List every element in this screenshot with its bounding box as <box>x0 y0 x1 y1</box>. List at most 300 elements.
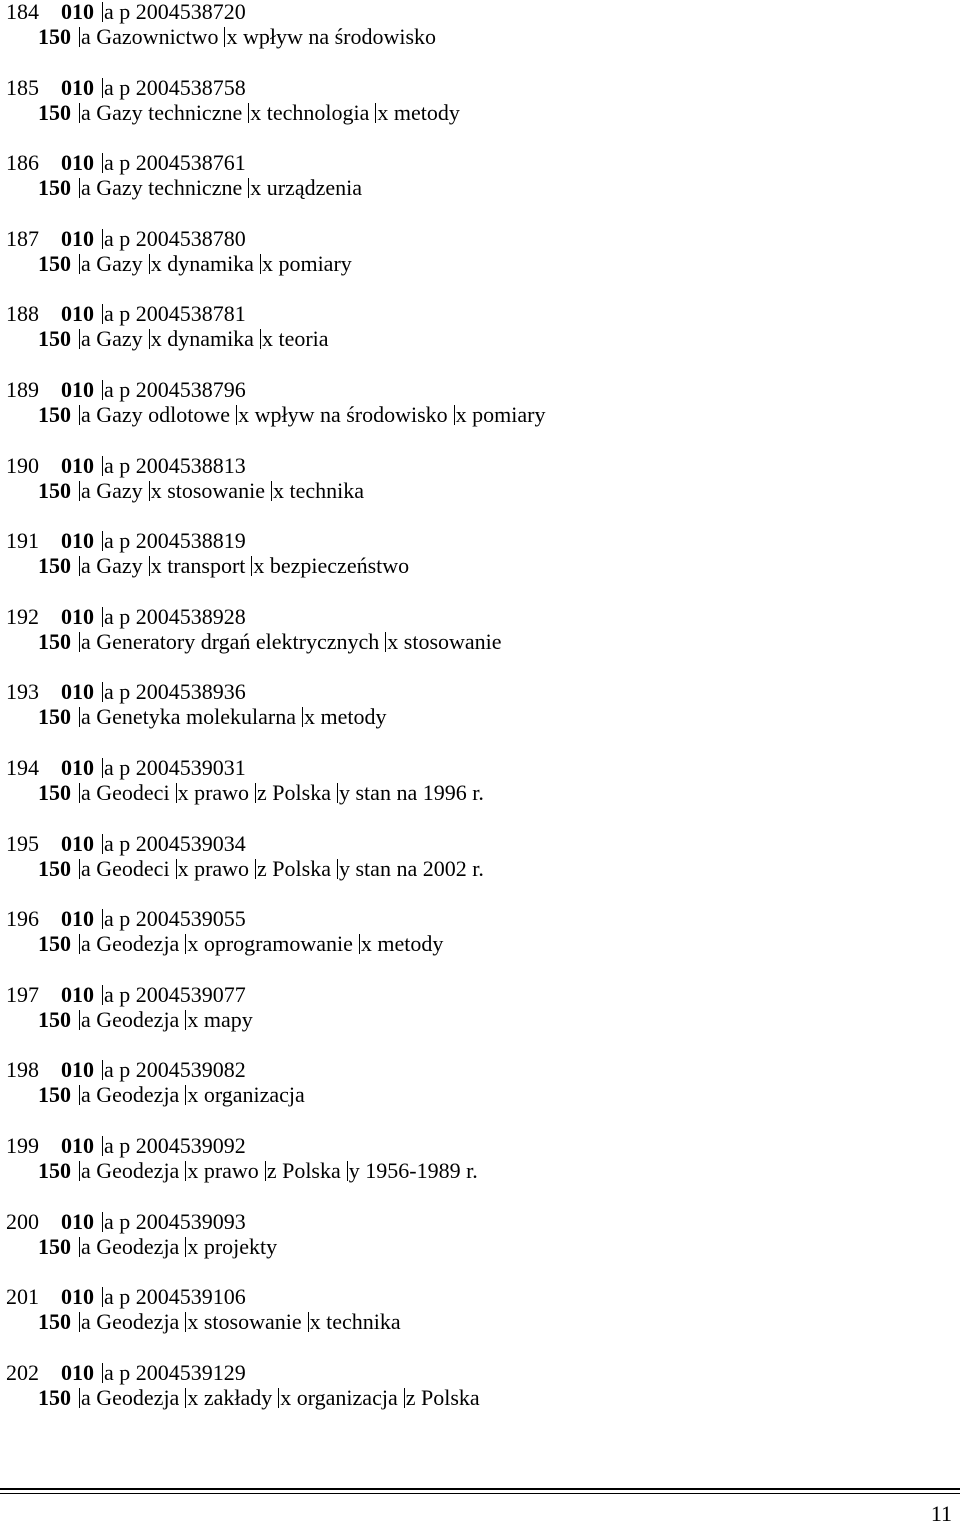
record-heading-line <box>38 174 362 201</box>
subfield <box>337 780 484 805</box>
subfield-text: a Geodezja <box>81 1157 180 1183</box>
subfield-delimiter <box>347 1161 348 1181</box>
subfield <box>79 100 242 125</box>
record-entry <box>6 1283 946 1359</box>
field-tag: 150 <box>38 250 71 276</box>
record-number: 191 <box>6 528 39 554</box>
subfield-text: x mapy <box>187 1006 253 1032</box>
subfield-text: a p 2004539106 <box>104 1284 246 1310</box>
record-heading-line <box>38 628 502 655</box>
record-entry <box>6 1132 946 1208</box>
subfield-text: x metody <box>304 704 387 730</box>
field-tag: 150 <box>38 99 71 125</box>
subfield-text: y 1956-1989 r. <box>348 1157 478 1183</box>
subfield <box>251 553 409 578</box>
subfield-text: a p 2004539034 <box>104 830 246 856</box>
record-entry <box>6 0 946 74</box>
record-entry <box>6 1056 946 1132</box>
record-control-line <box>6 225 246 252</box>
record-number: 202 <box>6 1359 39 1385</box>
subfield-delimiter <box>102 1060 103 1080</box>
subfield <box>404 1385 480 1410</box>
subfield-text: x stosowanie <box>387 628 502 654</box>
subfield-delimiter <box>79 481 80 501</box>
subfield-delimiter <box>404 1388 405 1408</box>
record-entry <box>6 981 946 1057</box>
subfield-delimiter <box>102 834 103 854</box>
record-control-line <box>6 1208 246 1235</box>
field-tag: 150 <box>38 1309 71 1335</box>
subfield <box>79 402 230 427</box>
subfield-delimiter <box>149 254 150 274</box>
record-entry <box>6 225 946 301</box>
record-entry <box>6 1359 946 1435</box>
subfield <box>102 528 246 553</box>
field-tag: 150 <box>38 1384 71 1410</box>
record-heading-line <box>38 1006 253 1033</box>
subfield-text: a Gazy <box>81 477 143 503</box>
subfield-text: a p 2004539129 <box>104 1359 246 1385</box>
subfield <box>79 24 218 49</box>
subfield-delimiter <box>102 682 103 702</box>
subfield <box>337 856 484 881</box>
subfield <box>375 100 460 125</box>
subfield-delimiter <box>102 985 103 1005</box>
subfield <box>102 906 246 931</box>
field-tag: 150 <box>38 24 71 49</box>
subfield-delimiter <box>79 103 80 123</box>
record-heading-line <box>38 779 484 806</box>
subfield <box>102 1057 246 1082</box>
subfield-delimiter <box>102 153 103 173</box>
subfield-text: a p 2004538781 <box>104 301 246 327</box>
field-tag: 010 <box>61 1208 94 1234</box>
subfield <box>278 1385 397 1410</box>
record-control-line <box>6 754 246 781</box>
record-entry <box>6 74 946 150</box>
subfield-delimiter <box>102 1212 103 1232</box>
subfield-text: a p 2004538758 <box>104 74 246 100</box>
record-number: 197 <box>6 981 39 1007</box>
subfield <box>185 1309 301 1334</box>
subfield-delimiter <box>102 78 103 98</box>
subfield <box>185 931 353 956</box>
subfield-delimiter <box>79 178 80 198</box>
subfield-delimiter <box>102 2 103 22</box>
subfield <box>176 856 249 881</box>
record-control-line <box>6 603 246 630</box>
subfield <box>79 704 296 729</box>
subfield-text: a Geodezja <box>81 1309 180 1335</box>
subfield <box>102 1133 246 1158</box>
subfield-text: a p 2004538780 <box>104 225 246 251</box>
subfield <box>102 831 246 856</box>
subfield-text: a Geodezja <box>81 1384 180 1410</box>
record-control-line <box>6 678 246 705</box>
subfield-delimiter <box>79 1237 80 1257</box>
subfield-text: x metody <box>377 99 460 125</box>
subfield-text: x dynamika <box>150 250 254 276</box>
record-control-line <box>6 1359 246 1386</box>
subfield-text: a Geodeci <box>81 855 170 881</box>
subfield <box>185 1385 272 1410</box>
subfield <box>102 755 246 780</box>
subfield <box>79 780 170 805</box>
subfield-delimiter <box>79 934 80 954</box>
record-list <box>6 0 946 1434</box>
record-heading-line <box>38 1384 480 1411</box>
subfield-delimiter <box>102 380 103 400</box>
subfield-text: a p 2004539031 <box>104 754 246 780</box>
subfield-delimiter <box>255 783 256 803</box>
subfield-text: y stan na 1996 r. <box>339 779 484 805</box>
record-entry <box>6 1208 946 1284</box>
subfield <box>347 1158 478 1183</box>
record-control-line <box>6 300 246 327</box>
subfield-text: x oprogramowanie <box>187 931 353 957</box>
subfield-text: a Gazy odlotowe <box>81 401 231 427</box>
field-tag: 150 <box>38 553 71 579</box>
record-entry <box>6 905 946 981</box>
subfield-delimiter <box>102 456 103 476</box>
record-entry <box>6 452 946 528</box>
subfield-text: x technika <box>309 1309 401 1335</box>
subfield-text: x prawo <box>187 1157 259 1183</box>
record-control-line <box>6 0 246 25</box>
subfield-text: a Genetyka molekularna <box>81 704 297 730</box>
record-entry <box>6 376 946 452</box>
record-control-line <box>6 830 246 857</box>
record-control-line <box>6 452 246 479</box>
subfield-text: a Gazownictwo <box>81 24 219 49</box>
subfield-text: x metody <box>360 931 444 957</box>
subfield-text: a p 2004539093 <box>104 1208 246 1234</box>
subfield-text: z Polska <box>257 779 331 805</box>
subfield <box>185 1082 304 1107</box>
subfield <box>224 24 436 49</box>
record-heading-line <box>38 1081 305 1108</box>
field-tag: 150 <box>38 175 71 201</box>
subfield <box>79 326 143 351</box>
subfield-text: a p 2004539092 <box>104 1132 246 1158</box>
subfield <box>79 553 143 578</box>
subfield <box>102 604 246 629</box>
record-entry <box>6 527 946 603</box>
subfield <box>248 100 369 125</box>
record-number: 192 <box>6 603 39 629</box>
record-entry <box>6 603 946 679</box>
subfield-text: y stan na 2002 r. <box>339 855 484 881</box>
subfield <box>102 1209 246 1234</box>
field-tag: 150 <box>38 855 71 881</box>
subfield-delimiter <box>176 783 177 803</box>
subfield-delimiter <box>260 329 261 349</box>
subfield-delimiter <box>79 1312 80 1332</box>
subfield-delimiter <box>79 27 80 47</box>
subfield-text: x dynamika <box>150 326 254 352</box>
record-number: 199 <box>6 1132 39 1158</box>
record-number: 187 <box>6 225 39 251</box>
record-number: 198 <box>6 1057 39 1083</box>
subfield-text: z Polska <box>266 1157 341 1183</box>
subfield-delimiter <box>454 405 455 425</box>
subfield-text: a p 2004538813 <box>104 452 246 478</box>
subfield <box>102 982 246 1007</box>
field-tag: 150 <box>38 779 71 805</box>
subfield <box>185 1158 258 1183</box>
record-number: 193 <box>6 679 39 705</box>
subfield-delimiter <box>79 1085 80 1105</box>
record-heading-line <box>38 477 364 504</box>
subfield-text: x pomiary <box>261 250 352 276</box>
field-tag: 010 <box>61 1359 94 1385</box>
subfield-delimiter <box>79 1388 80 1408</box>
subfield <box>149 553 246 578</box>
field-tag: 010 <box>61 74 94 100</box>
subfield <box>102 377 246 402</box>
field-tag: 010 <box>61 603 94 629</box>
subfield-text: x stosowanie <box>187 1309 302 1335</box>
record-heading-line <box>38 930 443 957</box>
subfield-delimiter <box>102 607 103 627</box>
subfield <box>79 1082 179 1107</box>
subfield <box>102 226 246 251</box>
subfield-delimiter <box>79 405 80 425</box>
subfield <box>102 0 246 24</box>
subfield-text: x teoria <box>261 326 329 352</box>
subfield-delimiter <box>102 304 103 324</box>
field-tag: 010 <box>61 0 94 24</box>
subfield <box>79 251 143 276</box>
subfield-delimiter <box>79 1010 80 1030</box>
field-tag: 010 <box>61 1284 94 1310</box>
record-number: 195 <box>6 830 39 856</box>
subfield-text: x organizacja <box>280 1384 398 1410</box>
subfield <box>385 629 501 654</box>
record-heading-line <box>38 703 387 730</box>
record-entry <box>6 678 946 754</box>
subfield <box>79 856 170 881</box>
field-tag: 010 <box>61 301 94 327</box>
field-tag: 150 <box>38 1233 71 1259</box>
subfield-text: a Generatory drgań elektrycznych <box>81 628 380 654</box>
subfield <box>255 856 331 881</box>
subfield-text: x prawo <box>177 855 250 881</box>
subfield-text: a Gazy techniczne <box>81 175 243 201</box>
field-tag: 150 <box>38 931 71 957</box>
subfield-text: a Gazy <box>81 250 143 276</box>
record-number: 189 <box>6 376 39 402</box>
subfield <box>260 326 329 351</box>
record-number: 196 <box>6 906 39 932</box>
subfield <box>79 1309 179 1334</box>
record-control-line <box>6 1056 246 1083</box>
subfield <box>255 780 331 805</box>
subfield <box>308 1309 401 1334</box>
record-number: 201 <box>6 1284 39 1310</box>
subfield-delimiter <box>102 1363 103 1383</box>
record-control-line <box>6 527 246 554</box>
subfield-text: z Polska <box>405 1384 480 1410</box>
subfield <box>185 1234 277 1259</box>
subfield-text: a Geodezja <box>81 1233 180 1259</box>
record-entry <box>6 149 946 225</box>
record-number: 188 <box>6 301 39 327</box>
subfield-delimiter <box>149 481 150 501</box>
record-heading-line <box>38 1157 478 1184</box>
subfield-text: a p 2004539077 <box>104 981 246 1007</box>
subfield <box>185 1007 252 1032</box>
field-tag: 010 <box>61 1132 94 1158</box>
subfield-delimiter <box>102 1287 103 1307</box>
record-number: 186 <box>6 150 39 176</box>
subfield-delimiter <box>149 329 150 349</box>
subfield-text: a p 2004538796 <box>104 376 246 402</box>
subfield-delimiter <box>79 254 80 274</box>
record-heading-line <box>38 99 460 126</box>
field-tag: 150 <box>38 628 71 654</box>
record-number: 184 <box>6 0 39 24</box>
subfield <box>102 453 246 478</box>
subfield <box>265 1158 341 1183</box>
subfield-delimiter <box>176 859 177 879</box>
field-tag: 150 <box>38 1157 71 1183</box>
record-control-line <box>6 981 246 1008</box>
record-control-line <box>6 376 246 403</box>
subfield-text: a p 2004539055 <box>104 906 246 932</box>
subfield <box>79 1234 179 1259</box>
record-control-line <box>6 149 246 176</box>
field-tag: 010 <box>61 225 94 251</box>
subfield-text: x organizacja <box>187 1082 305 1108</box>
subfield <box>102 301 246 326</box>
subfield-text: a Gazy techniczne <box>81 99 243 125</box>
record-control-line <box>6 905 246 932</box>
subfield <box>176 780 249 805</box>
subfield-delimiter <box>337 859 338 879</box>
field-tag: 010 <box>61 981 94 1007</box>
subfield <box>260 251 352 276</box>
subfield-text: x prawo <box>177 779 250 805</box>
subfield-text: x wpływ na środowisko <box>238 401 448 427</box>
subfield-text: a Gazy <box>81 553 143 579</box>
subfield-delimiter <box>255 859 256 879</box>
subfield-text: a p 2004538936 <box>104 679 246 705</box>
field-tag: 010 <box>61 528 94 554</box>
subfield <box>102 679 246 704</box>
subfield <box>236 402 448 427</box>
subfield <box>79 1158 179 1183</box>
subfield-text: a p 2004538720 <box>104 0 246 24</box>
field-tag: 150 <box>38 1082 71 1108</box>
subfield <box>79 175 242 200</box>
footer-rule <box>0 1488 960 1490</box>
field-tag: 150 <box>38 1006 71 1032</box>
subfield-delimiter <box>79 329 80 349</box>
subfield <box>102 1284 246 1309</box>
field-tag: 010 <box>61 679 94 705</box>
field-tag: 010 <box>61 906 94 932</box>
subfield-delimiter <box>337 783 338 803</box>
subfield-text: x projekty <box>187 1233 278 1259</box>
subfield-delimiter <box>79 707 80 727</box>
record-number: 190 <box>6 452 39 478</box>
subfield <box>102 150 246 175</box>
subfield <box>248 175 362 200</box>
subfield-text: x pomiary <box>455 401 546 427</box>
subfield-delimiter <box>102 531 103 551</box>
record-entry <box>6 754 946 830</box>
page-number: 11 <box>930 1501 952 1526</box>
record-entry <box>6 830 946 906</box>
subfield-delimiter <box>79 783 80 803</box>
subfield <box>359 931 444 956</box>
record-heading-line <box>38 552 409 579</box>
subfield-delimiter <box>102 1136 103 1156</box>
subfield-text: a p 2004538819 <box>104 528 246 554</box>
subfield-delimiter <box>102 229 103 249</box>
subfield-delimiter <box>79 859 80 879</box>
subfield-delimiter <box>236 405 237 425</box>
field-tag: 010 <box>61 1057 94 1083</box>
record-entry <box>6 300 946 376</box>
subfield-delimiter <box>271 481 272 501</box>
record-heading-line <box>38 23 436 50</box>
subfield <box>149 251 254 276</box>
subfield-text: x zakłady <box>187 1384 273 1410</box>
subfield <box>271 478 364 503</box>
subfield-text: x technologia <box>250 99 370 125</box>
record-heading-line <box>38 250 352 277</box>
subfield-text: x wpływ na środowisko <box>226 24 437 49</box>
record-control-line <box>6 1132 246 1159</box>
subfield-delimiter <box>102 758 103 778</box>
field-tag: 150 <box>38 477 71 503</box>
subfield-delimiter <box>102 909 103 929</box>
subfield <box>79 629 379 654</box>
field-tag: 150 <box>38 326 71 352</box>
subfield <box>79 478 143 503</box>
subfield <box>102 1360 246 1385</box>
record-number: 194 <box>6 754 39 780</box>
subfield-delimiter <box>359 934 360 954</box>
subfield-text: a Geodezja <box>81 931 180 957</box>
record-control-line <box>6 74 246 101</box>
subfield-text: a p 2004538928 <box>104 603 246 629</box>
subfield-text: a p 2004538761 <box>104 150 246 176</box>
subfield <box>79 931 179 956</box>
record-heading-line <box>38 855 484 882</box>
subfield-text: x bezpieczeństwo <box>253 553 410 579</box>
record-heading-line <box>38 325 329 352</box>
subfield-text: x technika <box>272 477 364 503</box>
subfield-text: x stosowanie <box>150 477 265 503</box>
subfield-delimiter <box>302 707 303 727</box>
record-heading-line <box>38 1308 401 1335</box>
subfield <box>149 478 265 503</box>
record-number: 200 <box>6 1208 39 1234</box>
field-tag: 010 <box>61 830 94 856</box>
subfield <box>149 326 254 351</box>
subfield <box>102 75 246 100</box>
field-tag: 150 <box>38 704 71 730</box>
record-number: 185 <box>6 74 39 100</box>
subfield <box>79 1385 179 1410</box>
subfield-delimiter <box>260 254 261 274</box>
subfield-text: x urządzenia <box>250 175 362 201</box>
record-heading-line <box>38 401 546 428</box>
subfield-text: a p 2004539082 <box>104 1057 246 1083</box>
